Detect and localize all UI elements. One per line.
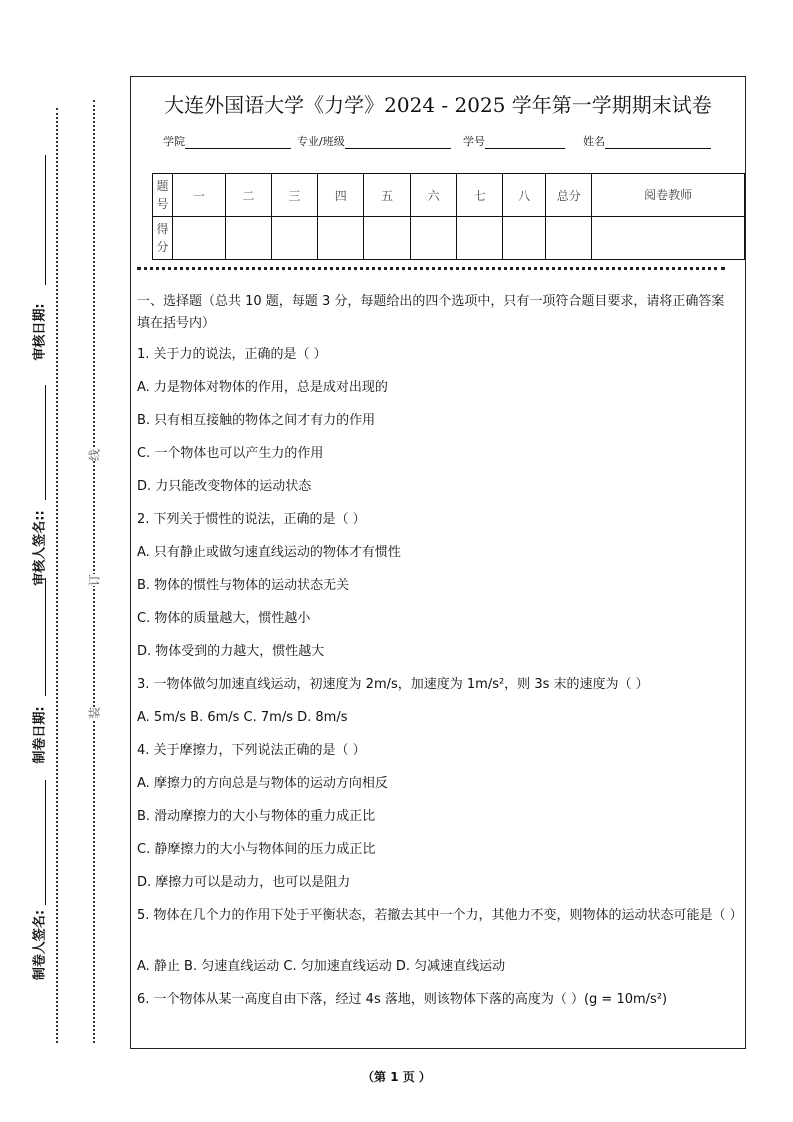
- answer-option: A. 力是物体对物体的作用，总是成对出现的: [137, 380, 388, 395]
- review-date-underline: [45, 155, 46, 285]
- binding-mark-bind: 装: [84, 707, 105, 719]
- question-stem: 3. 一物体做匀加速直线运动，初速度为 2m/s，加速度为 1m/s²，则 3s 末的速度为（ ）: [137, 677, 649, 692]
- reviewer-sign-underline: [45, 385, 46, 500]
- seal-dotted-line: [56, 108, 58, 1043]
- score-cell[interactable]: [225, 217, 271, 260]
- college-field[interactable]: [163, 133, 291, 149]
- answer-option: D. 物体受到的力越大，惯性越大: [137, 644, 325, 659]
- review-date-label: 审核日期:: [32, 303, 48, 361]
- score-table: [152, 173, 745, 260]
- score-cell[interactable]: [173, 217, 226, 260]
- dotted-separator: [137, 267, 725, 270]
- table-header-cell: 二: [225, 174, 271, 217]
- table-header-cell: 八: [503, 174, 546, 217]
- question-stem: 1. 关于力的说法，正确的是（ ）: [137, 347, 327, 362]
- answer-option: B. 物体的惯性与物体的运动状态无关: [137, 578, 350, 593]
- table-header-cell: 四: [318, 174, 364, 217]
- score-cell[interactable]: [318, 217, 364, 260]
- student-id-field[interactable]: [463, 133, 565, 149]
- make-date-label: 制卷日期:: [32, 706, 48, 764]
- exam-content-box: [130, 76, 746, 1049]
- answer-option: D. 摩擦力可以是动力，也可以是阻力: [137, 875, 351, 890]
- table-header-cell: 六: [410, 174, 457, 217]
- maker-sign-label: 制卷人签名:: [32, 909, 48, 981]
- student-id-label: 学号: [463, 135, 485, 148]
- score-cell[interactable]: [457, 217, 503, 260]
- table-header-cell: 五: [364, 174, 411, 217]
- exam-title: 大连外国语大学《力学》2024 - 2025 学年第一学期期末试卷: [164, 93, 712, 117]
- answer-option: A. 5m/s B. 6m/s C. 7m/s D. 8m/s: [137, 710, 348, 725]
- answer-option: A. 只有静止或做匀速直线运动的物体才有惯性: [137, 545, 401, 560]
- page-number: （第 1 页 ）: [362, 1070, 431, 1084]
- maker-sign-underline: [45, 780, 46, 905]
- college-label: 学院: [163, 135, 185, 148]
- table-row: [153, 174, 745, 217]
- table-header-cell: 阅卷教师: [592, 174, 745, 217]
- answer-option: A. 摩擦力的方向总是与物体的运动方向相反: [137, 776, 388, 791]
- score-cell[interactable]: [364, 217, 411, 260]
- answer-option: B. 滑动摩擦力的大小与物体的重力成正比: [137, 809, 376, 824]
- make-date-underline: [45, 578, 46, 696]
- table-row: [153, 217, 745, 260]
- score-cell[interactable]: [546, 217, 592, 260]
- section-heading: 一、选择题（总共 10 题，每题 3 分，每题给出的四个选项中，只有一项符合题目要求，请将正确答案填在括号内）: [137, 294, 725, 331]
- score-cell[interactable]: [271, 217, 318, 260]
- table-header-cell: 七: [457, 174, 503, 217]
- answer-option: D. 力只能改变物体的运动状态: [137, 479, 312, 494]
- table-header-cell: 题号: [153, 174, 173, 217]
- reviewer-sign-label: 审核人签名::: [32, 510, 48, 586]
- answer-option: C. 物体的质量越大，惯性越小: [137, 611, 311, 626]
- score-cell[interactable]: [503, 217, 546, 260]
- binding-dotted-line: [93, 100, 95, 1043]
- table-header-cell: 总分: [546, 174, 592, 217]
- answer-option: C. 静摩擦力的大小与物体间的压力成正比: [137, 842, 376, 857]
- table-header-cell: 一: [173, 174, 226, 217]
- binding-mark-staple: 订: [84, 574, 105, 586]
- score-cell[interactable]: [592, 217, 745, 260]
- answer-option: C. 一个物体也可以产生力的作用: [137, 446, 324, 461]
- answer-option: A. 静止 B. 匀速直线运动 C. 匀加速直线运动 D. 匀减速直线运动: [137, 959, 506, 974]
- name-field[interactable]: [583, 133, 711, 149]
- question-stem: 4. 关于摩擦力，下列说法正确的是（ ）: [137, 743, 366, 758]
- answer-option: B. 只有相互接触的物体之间才有力的作用: [137, 413, 376, 428]
- binding-mark-line: 线: [84, 449, 105, 461]
- major-class-field[interactable]: [297, 133, 451, 149]
- question-stem: 5. 物体在几个力的作用下处于平衡状态，若撤去其中一个力，其他力不变，则物体的运动状态可能是（ ）: [137, 908, 743, 923]
- name-label: 姓名: [583, 135, 605, 148]
- score-cell[interactable]: [410, 217, 457, 260]
- table-header-cell: 三: [271, 174, 318, 217]
- question-stem: 2. 下列关于惯性的说法，正确的是（ ）: [137, 512, 366, 527]
- score-row-label: 得分: [153, 217, 173, 260]
- major-class-label: 专业/班级: [297, 135, 345, 148]
- question-stem: 6. 一个物体从某一高度自由下落，经过 4s 落地，则该物体下落的高度为（ ）(g = 10m/s²): [137, 992, 668, 1007]
